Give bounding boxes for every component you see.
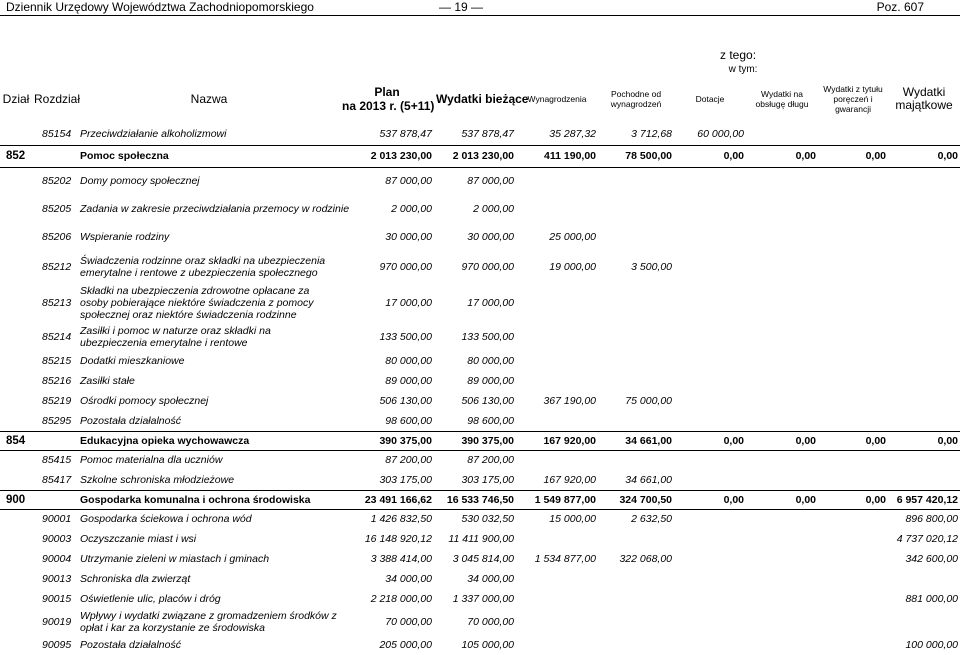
table-row xyxy=(0,549,960,569)
rozdzial-code: 85212 xyxy=(42,261,72,273)
dotacje-cell xyxy=(674,529,746,549)
pochodne-cell xyxy=(598,450,674,470)
majatkowe-cell xyxy=(888,195,960,223)
item-name: Ośrodki pomocy społecznej xyxy=(80,395,209,407)
biezace-cell: 105 000,00 xyxy=(461,639,515,651)
majatkowe-cell xyxy=(888,450,960,470)
obsluga-cell xyxy=(746,569,818,589)
majatkowe-cell: 881 000,00 xyxy=(905,593,959,605)
dotacje-cell xyxy=(674,223,746,251)
table-header xyxy=(0,46,960,123)
majatkowe-cell xyxy=(888,470,960,490)
rozdzial-code: 85154 xyxy=(42,127,72,140)
majatkowe-cell: 4 737 020,12 xyxy=(896,533,959,545)
item-name: Świadczenia rodzinne oraz składki na ubezpieczenia emerytalne i rentowe z ubezpieczenia społecznego xyxy=(80,255,326,279)
biezace-cell: 89 000,00 xyxy=(467,375,515,387)
wynagrodzenia-cell xyxy=(516,529,598,549)
item-name: Składki na ubezpieczenia zdrowotne opłacane za osoby pobierające niektóre świadczenia z pomocy społecznej oraz niektóre świadczenia rodzinne xyxy=(80,285,314,321)
poreczen-cell xyxy=(818,167,888,195)
wynagrodzenia-cell: 15 000,00 xyxy=(549,513,597,526)
plan-cell: 98 600,00 xyxy=(385,414,432,427)
poreczen-cell xyxy=(818,251,888,283)
poreczen-cell xyxy=(818,470,888,490)
wynagrodzenia-cell: 167 920,00 xyxy=(543,473,597,486)
item-name: Utrzymanie zieleni w miastach i gminach xyxy=(80,553,270,565)
plan-cell: 89 000,00 xyxy=(385,375,432,387)
wynagrodzenia-cell: 1 534 877,00 xyxy=(534,553,597,565)
wynagrodzenia-cell: 25 000,00 xyxy=(549,231,597,243)
majatkowe-cell xyxy=(888,609,960,635)
poreczen-cell: 0,00 xyxy=(818,145,888,167)
plan-cell: 506 130,00 xyxy=(379,395,432,407)
plan-cell: 970 000,00 xyxy=(379,261,432,273)
majatkowe-cell xyxy=(888,283,960,323)
obsluga-cell xyxy=(746,283,818,323)
item-name: Oświetlenie ulic, placów i dróg xyxy=(80,593,221,605)
obsluga-cell xyxy=(746,411,818,431)
poreczen-cell xyxy=(818,569,888,589)
item-name: Zasiłki stałe xyxy=(80,375,135,387)
wynagrodzenia-cell: 167 920,00 xyxy=(516,431,598,450)
biezace-cell: 70 000,00 xyxy=(467,616,515,628)
biezace-cell: 80 000,00 xyxy=(467,355,515,367)
item-name: Pozostała działalność xyxy=(80,639,181,651)
page-number: — 19 — xyxy=(439,0,484,14)
majatkowe-cell xyxy=(888,223,960,251)
dotacje-cell xyxy=(674,411,746,431)
biezace-cell: 390 375,00 xyxy=(434,431,516,450)
obsluga-cell xyxy=(746,323,818,351)
table-body xyxy=(0,123,960,655)
pochodne-cell: 2 632,50 xyxy=(631,513,673,526)
pochodne-cell: 78 500,00 xyxy=(598,145,674,167)
table-row xyxy=(0,323,960,351)
majatkowe-cell xyxy=(888,351,960,371)
header-z-tego: z tego: xyxy=(720,48,757,62)
pochodne-cell: 75 000,00 xyxy=(625,395,673,407)
poreczen-cell xyxy=(818,195,888,223)
biezace-cell: 98 600,00 xyxy=(467,414,515,427)
table-row xyxy=(0,529,960,549)
wynagrodzenia-cell: 35 287,32 xyxy=(549,127,597,140)
plan-cell: 205 000,00 xyxy=(379,639,432,651)
dotacje-cell xyxy=(674,450,746,470)
table-row xyxy=(0,167,960,195)
dotacje-cell xyxy=(674,371,746,391)
item-name: Pomoc materialna dla uczniów xyxy=(80,454,223,467)
plan-cell: 3 388 414,00 xyxy=(370,553,432,565)
plan-cell: 80 000,00 xyxy=(385,355,432,367)
budget-table xyxy=(0,46,960,655)
header-dotacje: Dotacje xyxy=(695,94,725,104)
poreczen-cell xyxy=(818,509,888,529)
item-name: Wspieranie rodziny xyxy=(80,231,170,243)
biezace-cell: 2 013 230,00 xyxy=(434,145,516,167)
pochodne-cell xyxy=(598,223,674,251)
biezace-cell: 30 000,00 xyxy=(467,231,515,243)
dotacje-cell xyxy=(674,589,746,609)
header-plan-line1: Plan xyxy=(374,85,400,99)
item-name: Szkolne schroniska młodzieżowe xyxy=(80,473,235,486)
wynagrodzenia-cell xyxy=(516,167,598,195)
rozdzial-code: 85202 xyxy=(42,175,72,188)
biezace-cell: 17 000,00 xyxy=(467,297,515,309)
pochodne-cell xyxy=(598,609,674,635)
header-pochodne: Pochodne od wynagrodzeń xyxy=(610,89,662,109)
wynagrodzenia-cell xyxy=(516,635,598,655)
dotacje-cell xyxy=(674,283,746,323)
table-row xyxy=(0,569,960,589)
pochodne-cell xyxy=(598,635,674,655)
wynagrodzenia-cell xyxy=(516,351,598,371)
header-wynagrodzenia: Wynagrodzenia xyxy=(527,94,587,104)
pochodne-cell xyxy=(598,323,674,351)
poreczen-cell xyxy=(818,371,888,391)
dotacje-cell xyxy=(674,509,746,529)
majatkowe-cell: 896 800,00 xyxy=(905,513,959,526)
wynagrodzenia-cell xyxy=(516,609,598,635)
obsluga-cell xyxy=(746,450,818,470)
plan-cell: 390 375,00 xyxy=(340,431,434,450)
majatkowe-cell: 0,00 xyxy=(888,431,960,450)
obsluga-cell xyxy=(746,167,818,195)
obsluga-cell xyxy=(746,223,818,251)
table-row xyxy=(0,635,960,655)
item-name: Zasiłki i pomoc w naturze oraz składki na ubezpieczenia emerytalne i rentowe xyxy=(80,325,271,349)
table-row xyxy=(0,411,960,431)
pochodne-cell: 34 661,00 xyxy=(598,431,674,450)
item-name: Dodatki mieszkaniowe xyxy=(80,355,185,367)
pochodne-cell: 3 500,00 xyxy=(631,261,673,273)
header-obsluga-dlugu: Wydatki na obsługę długu xyxy=(755,89,809,109)
wynagrodzenia-cell: 411 190,00 xyxy=(516,145,598,167)
pochodne-cell xyxy=(598,371,674,391)
poreczen-cell: 0,00 xyxy=(818,490,888,509)
obsluga-cell xyxy=(746,635,818,655)
plan-cell: 2 218 000,00 xyxy=(370,593,432,605)
plan-cell: 16 148 920,12 xyxy=(364,533,432,545)
plan-cell: 30 000,00 xyxy=(385,231,432,243)
poreczen-cell xyxy=(818,411,888,431)
biezace-cell: 970 000,00 xyxy=(461,261,515,273)
section-name: Pomoc społeczna xyxy=(78,145,340,167)
item-name: Schroniska dla zwierząt xyxy=(80,573,191,585)
majatkowe-cell: 6 957 420,12 xyxy=(888,490,960,509)
majatkowe-cell: 100 000,00 xyxy=(905,639,959,651)
dotacje-cell: 0,00 xyxy=(674,145,746,167)
table-row xyxy=(0,450,960,470)
dotacje-cell xyxy=(674,251,746,283)
item-name: Domy pomocy społecznej xyxy=(80,175,200,188)
rozdzial-cell xyxy=(32,490,78,509)
poreczen-cell xyxy=(818,391,888,411)
dzial-code: 852 xyxy=(0,145,32,167)
obsluga-cell xyxy=(746,509,818,529)
section-row xyxy=(0,145,960,167)
dzial-code: 854 xyxy=(0,431,32,450)
wynagrodzenia-cell xyxy=(516,569,598,589)
plan-cell: 23 491 166,62 xyxy=(340,490,434,509)
rozdzial-code: 85205 xyxy=(42,203,72,215)
biezace-cell: 1 337 000,00 xyxy=(452,593,515,605)
biezace-cell: 16 533 746,50 xyxy=(434,490,516,509)
obsluga-cell xyxy=(746,391,818,411)
header-majatkowe: Wydatki majątkowe xyxy=(895,85,953,112)
rozdzial-code: 90003 xyxy=(42,533,72,545)
dotacje-cell xyxy=(674,351,746,371)
plan-cell: 1 426 832,50 xyxy=(370,513,432,526)
poreczen-cell xyxy=(818,635,888,655)
section-row xyxy=(0,490,960,509)
rozdzial-code: 85219 xyxy=(42,395,72,407)
obsluga-cell: 0,00 xyxy=(746,490,818,509)
plan-cell: 87 200,00 xyxy=(385,454,432,467)
table-row xyxy=(0,351,960,371)
wynagrodzenia-cell: 367 190,00 xyxy=(543,395,597,407)
pochodne-cell xyxy=(598,283,674,323)
header-dzial: Dział xyxy=(2,92,30,106)
pochodne-cell: 3 712,68 xyxy=(631,127,673,140)
table-row xyxy=(0,470,960,490)
item-name: Gospodarka ściekowa i ochrona wód xyxy=(80,513,252,526)
pochodne-cell xyxy=(598,589,674,609)
pochodne-cell xyxy=(598,411,674,431)
table-row xyxy=(0,391,960,411)
pochodne-cell xyxy=(598,529,674,549)
wynagrodzenia-cell: 19 000,00 xyxy=(549,261,597,273)
rozdzial-code: 90019 xyxy=(42,616,72,628)
poreczen-cell xyxy=(818,609,888,635)
poreczen-cell xyxy=(818,351,888,371)
poreczen-cell xyxy=(818,529,888,549)
pochodne-cell: 324 700,50 xyxy=(598,490,674,509)
majatkowe-cell xyxy=(888,123,960,145)
header-rozdzial: Rozdział xyxy=(34,92,81,106)
dotacje-cell xyxy=(674,195,746,223)
rozdzial-code: 90004 xyxy=(42,553,72,565)
poreczen-cell: 0,00 xyxy=(818,431,888,450)
rozdzial-code: 90013 xyxy=(42,573,72,585)
dotacje-cell xyxy=(674,569,746,589)
wynagrodzenia-cell xyxy=(516,589,598,609)
obsluga-cell xyxy=(746,609,818,635)
item-number: Poz. 607 xyxy=(876,0,924,14)
majatkowe-cell xyxy=(888,167,960,195)
plan-cell: 133 500,00 xyxy=(379,331,432,343)
plan-cell: 303 175,00 xyxy=(379,473,432,486)
table-row xyxy=(0,283,960,323)
obsluga-cell: 0,00 xyxy=(746,431,818,450)
obsluga-cell xyxy=(746,251,818,283)
obsluga-cell xyxy=(746,470,818,490)
header-w-tym: w tym: xyxy=(728,64,758,75)
wynagrodzenia-cell: 1 549 877,00 xyxy=(516,490,598,509)
item-name: Pozostała działalność xyxy=(80,414,181,427)
majatkowe-cell xyxy=(888,411,960,431)
dotacje-cell xyxy=(674,635,746,655)
dotacje-cell xyxy=(674,323,746,351)
rozdzial-cell xyxy=(32,145,78,167)
obsluga-cell xyxy=(746,123,818,145)
majatkowe-cell xyxy=(888,391,960,411)
majatkowe-cell: 0,00 xyxy=(888,145,960,167)
poreczen-cell xyxy=(818,549,888,569)
wynagrodzenia-cell xyxy=(516,411,598,431)
obsluga-cell xyxy=(746,371,818,391)
dotacje-cell xyxy=(674,549,746,569)
majatkowe-cell xyxy=(888,569,960,589)
item-name: Wpływy i wydatki związane z gromadzeniem środków z opłat i kar za korzystanie ze środowiska xyxy=(80,610,337,634)
obsluga-cell xyxy=(746,195,818,223)
poreczen-cell xyxy=(818,589,888,609)
item-name: Przeciwdziałanie alkoholizmowi xyxy=(80,127,227,140)
obsluga-cell: 0,00 xyxy=(746,145,818,167)
biezace-cell: 303 175,00 xyxy=(461,473,515,486)
biezace-cell: 133 500,00 xyxy=(461,331,515,343)
majatkowe-cell xyxy=(888,371,960,391)
rozdzial-code: 85417 xyxy=(42,473,72,486)
table-row xyxy=(0,223,960,251)
item-name: Oczyszczanie miast i wsi xyxy=(80,533,197,545)
rozdzial-code: 85295 xyxy=(42,414,72,427)
table-row xyxy=(0,589,960,609)
rozdzial-code: 85213 xyxy=(42,297,72,309)
dotacje-cell xyxy=(674,391,746,411)
table-row xyxy=(0,123,960,145)
rozdzial-code: 85214 xyxy=(42,331,72,343)
table-row xyxy=(0,371,960,391)
plan-cell: 537 878,47 xyxy=(379,127,432,140)
poreczen-cell xyxy=(818,283,888,323)
wynagrodzenia-cell xyxy=(516,283,598,323)
rozdzial-code: 85216 xyxy=(42,375,72,387)
pochodne-cell xyxy=(598,351,674,371)
biezace-cell: 2 000,00 xyxy=(473,203,515,215)
rozdzial-code: 85215 xyxy=(42,355,72,367)
header-poreczen: Wydatki z tytułu poręczeń i gwarancji xyxy=(823,84,883,114)
item-name: Zadania w zakresie przeciwdziałania przemocy w rodzinie xyxy=(80,203,350,215)
rozdzial-code: 90015 xyxy=(42,593,72,605)
table-row xyxy=(0,609,960,635)
table-row xyxy=(0,251,960,283)
plan-cell: 87 000,00 xyxy=(385,175,432,188)
biezace-cell: 506 130,00 xyxy=(461,395,515,407)
dotacje-cell xyxy=(674,167,746,195)
plan-cell: 2 000,00 xyxy=(391,203,432,215)
table-row xyxy=(0,509,960,529)
section-row xyxy=(0,431,960,450)
plan-cell: 17 000,00 xyxy=(385,297,432,309)
header-plan-line2: na 2013 r. (5+11) xyxy=(342,99,435,113)
header-rule xyxy=(0,15,960,16)
dotacje-cell xyxy=(674,470,746,490)
biezace-cell: 87 000,00 xyxy=(467,175,515,188)
journal-title: Dziennik Urzędowy Województwa Zachodniopomorskiego xyxy=(6,0,314,14)
rozdzial-code: 90001 xyxy=(42,513,72,526)
majatkowe-cell xyxy=(888,251,960,283)
biezace-cell: 3 045 814,00 xyxy=(452,553,515,565)
section-name: Gospodarka komunalna i ochrona środowiska xyxy=(78,490,340,509)
poreczen-cell xyxy=(818,123,888,145)
biezace-cell: 537 878,47 xyxy=(461,127,515,140)
poreczen-cell xyxy=(818,450,888,470)
obsluga-cell xyxy=(746,549,818,569)
pochodne-cell xyxy=(598,167,674,195)
header-plan xyxy=(340,75,434,123)
plan-cell: 2 013 230,00 xyxy=(340,145,434,167)
wynagrodzenia-cell xyxy=(516,371,598,391)
majatkowe-cell xyxy=(888,323,960,351)
rozdzial-code: 85206 xyxy=(42,231,72,243)
biezace-cell: 530 032,50 xyxy=(461,513,515,526)
rozdzial-code: 85415 xyxy=(42,454,72,467)
wynagrodzenia-cell xyxy=(516,450,598,470)
pochodne-cell xyxy=(598,569,674,589)
biezace-cell: 87 200,00 xyxy=(467,454,515,467)
plan-cell: 70 000,00 xyxy=(385,616,432,628)
poreczen-cell xyxy=(818,323,888,351)
obsluga-cell xyxy=(746,529,818,549)
dzial-code: 900 xyxy=(0,490,32,509)
header-nazwa: Nazwa xyxy=(190,92,228,106)
majatkowe-cell: 342 600,00 xyxy=(905,553,959,565)
running-head xyxy=(0,0,960,14)
header-wydatki-biezace: Wydatki bieżące xyxy=(436,92,529,106)
rozdzial-cell xyxy=(32,431,78,450)
pochodne-cell: 34 661,00 xyxy=(625,473,673,486)
plan-cell: 34 000,00 xyxy=(385,573,432,585)
dotacje-cell: 60 000,00 xyxy=(697,127,745,140)
wynagrodzenia-cell xyxy=(516,323,598,351)
dotacje-cell: 0,00 xyxy=(674,431,746,450)
poreczen-cell xyxy=(818,223,888,251)
biezace-cell: 34 000,00 xyxy=(467,573,515,585)
table-row xyxy=(0,195,960,223)
section-name: Edukacyjna opieka wychowawcza xyxy=(78,431,340,450)
obsluga-cell xyxy=(746,589,818,609)
dotacje-cell: 0,00 xyxy=(674,490,746,509)
obsluga-cell xyxy=(746,351,818,371)
rozdzial-code: 90095 xyxy=(42,639,72,651)
wynagrodzenia-cell xyxy=(516,195,598,223)
dotacje-cell xyxy=(674,609,746,635)
biezace-cell: 11 411 900,00 xyxy=(448,533,515,545)
pochodne-cell xyxy=(598,195,674,223)
pochodne-cell: 322 068,00 xyxy=(619,553,673,565)
